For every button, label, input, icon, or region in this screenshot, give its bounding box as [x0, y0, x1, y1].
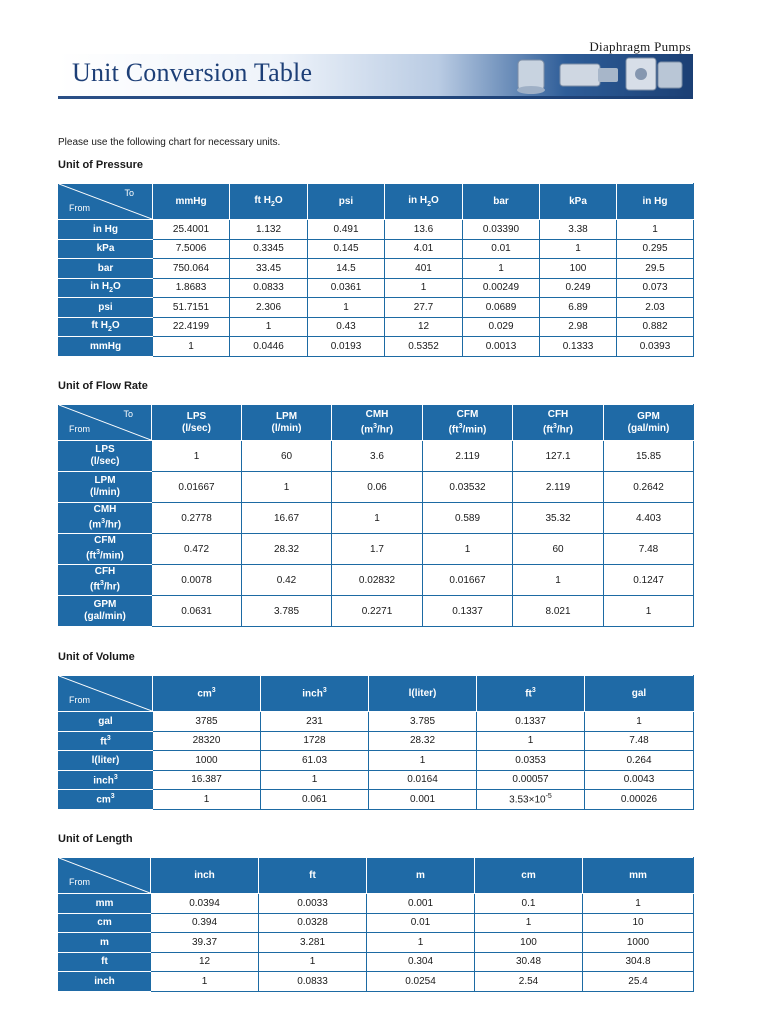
table-cell: 8.021	[513, 596, 604, 627]
row-header: CMH $(m^3/hr)$	[59, 503, 152, 534]
corner-diagonal	[59, 405, 151, 440]
table-cell: 231	[261, 712, 369, 732]
col-header-inch: inch	[151, 858, 259, 894]
title-banner	[58, 54, 693, 96]
table-cell: 0.0361	[308, 278, 385, 298]
row-header: GPM (gal/min)	[59, 596, 152, 627]
table-cell: 1	[585, 712, 694, 732]
table-cell: 14.5	[308, 259, 385, 279]
table-cell: 2.98	[540, 317, 617, 337]
table-cell: 0.1	[475, 894, 583, 914]
col-header-cfm: CFM $(ft^3/\min)$	[423, 405, 513, 441]
table-cell: 0.2778	[152, 503, 242, 534]
table-cell: 60	[242, 441, 332, 472]
table-cell: 0.03390	[463, 220, 540, 240]
table-cell: 0.0833	[230, 278, 308, 298]
table-cell: 0.304	[367, 952, 475, 972]
table-cell: 1	[308, 298, 385, 318]
table-cell: 0.00026	[585, 790, 694, 810]
table-cell: 0.029	[463, 317, 540, 337]
corner-diagonal	[59, 676, 152, 711]
table-cell: 0.0394	[151, 894, 259, 914]
table-cell: 28.32	[369, 731, 477, 751]
table-cell: 13.6	[385, 220, 463, 240]
table-cell: 0.42	[242, 565, 332, 596]
table-row	[59, 596, 694, 627]
table-row	[59, 751, 694, 771]
pressure-section-title: Unit of Pressure	[58, 159, 143, 171]
table-row	[59, 712, 694, 732]
table-cell: 16.67	[242, 503, 332, 534]
table-cell: 0.03532	[423, 472, 513, 503]
table-row	[59, 790, 694, 810]
table-cell: 0.145	[308, 239, 385, 259]
table-cell: 1	[385, 278, 463, 298]
table-row	[59, 259, 694, 279]
row-header: ft $H_2O$	[59, 317, 153, 337]
table-corner	[59, 858, 151, 894]
table-cell: 12	[385, 317, 463, 337]
banner-rule	[58, 96, 693, 99]
table-row	[59, 220, 694, 240]
table-cell: 1	[242, 472, 332, 503]
table-cell: 0.249	[540, 278, 617, 298]
table-cell: 1	[259, 952, 367, 972]
row-header: psi	[59, 298, 153, 318]
row-header: CFM $(ft^3/\min)$	[59, 534, 152, 565]
col-header-liter: l(liter)	[369, 676, 477, 712]
table-cell: 1	[230, 317, 308, 337]
table-cell: 25.4	[583, 972, 694, 992]
table-corner	[59, 184, 153, 220]
table-cell: 1	[475, 913, 583, 933]
col-header-gpm: GPM (gal/min)	[604, 405, 694, 441]
table-cell: 39.37	[151, 933, 259, 953]
table-cell: 1	[153, 790, 261, 810]
table-cell: 0.264	[585, 751, 694, 771]
table-cell: 0.0254	[367, 972, 475, 992]
table-cell: 304.8	[583, 952, 694, 972]
table-cell: 1	[153, 337, 230, 357]
length-section-title: Unit of Length	[58, 833, 133, 845]
table-cell: 0.00249	[463, 278, 540, 298]
table-row	[59, 952, 694, 972]
table-cell: 60	[513, 534, 604, 565]
table-cell: 61.03	[261, 751, 369, 771]
table-cell: 22.4199	[153, 317, 230, 337]
table-cell: 0.06	[332, 472, 423, 503]
table-row	[59, 913, 694, 933]
table-cell: 100	[540, 259, 617, 279]
table-cell: 1	[423, 534, 513, 565]
corner-diagonal	[59, 184, 152, 219]
table-cell: 10	[583, 913, 694, 933]
table-cell: 15.85	[604, 441, 694, 472]
table-cell: 0.0328	[259, 913, 367, 933]
table-cell: 100	[475, 933, 583, 953]
table-cell: 33.45	[230, 259, 308, 279]
table-cell: 0.0689	[463, 298, 540, 318]
col-header-cmh: CMH $(m^3/hr)$	[332, 405, 423, 441]
table-cell: 1000	[583, 933, 694, 953]
col-header-kpa: kPa	[540, 184, 617, 220]
table-cell: 3.785	[369, 712, 477, 732]
table-cell: 401	[385, 259, 463, 279]
table-cell: 1	[513, 565, 604, 596]
table-cell: 0.00057	[477, 770, 585, 790]
col-header-m: m	[367, 858, 475, 894]
col-header-cm: cm	[475, 858, 583, 894]
intro-text: Please use the following chart for necessary units.	[58, 137, 281, 148]
table-cell: 3.6	[332, 441, 423, 472]
table-corner	[59, 405, 152, 441]
table-cell: 3.281	[259, 933, 367, 953]
table-cell: 0.2271	[332, 596, 423, 627]
table-cell: 7.48	[604, 534, 694, 565]
table-cell: 2.54	[475, 972, 583, 992]
table-row	[59, 239, 694, 259]
table-cell: 1	[261, 770, 369, 790]
table-cell: 35.32	[513, 503, 604, 534]
table-cell: 25.4001	[153, 220, 230, 240]
col-header-cm3: $cm^3$	[153, 676, 261, 712]
table-cell: 1.8683	[153, 278, 230, 298]
table-cell: 7.48	[585, 731, 694, 751]
table-cell: 0.0193	[308, 337, 385, 357]
table-row	[59, 278, 694, 298]
table-cell: 0.001	[367, 894, 475, 914]
row-header: gal	[59, 712, 153, 732]
col-header-bar: bar	[463, 184, 540, 220]
table-cell: 1000	[153, 751, 261, 771]
row-header: kPa	[59, 239, 153, 259]
table-cell: 1	[367, 933, 475, 953]
table-cell: 0.01	[367, 913, 475, 933]
table-cell: 0.0043	[585, 770, 694, 790]
table-cell: 0.1337	[423, 596, 513, 627]
row-header: ft	[59, 952, 151, 972]
table-cell: 0.0353	[477, 751, 585, 771]
col-header-inhg: in Hg	[617, 184, 694, 220]
row-header: bar	[59, 259, 153, 279]
table-row	[59, 298, 694, 318]
page-title: Unit Conversion Table	[72, 58, 313, 87]
row-header: m	[59, 933, 151, 953]
table-cell: 29.5	[617, 259, 694, 279]
corner-from-label: From	[69, 877, 90, 887]
table-cell: 0.0446	[230, 337, 308, 357]
table-cell: 0.0393	[617, 337, 694, 357]
table-cell: 1	[604, 596, 694, 627]
table-cell: 1	[332, 503, 423, 534]
table-cell: 28320	[153, 731, 261, 751]
table-row	[59, 441, 694, 472]
table-cell: 0.0078	[152, 565, 242, 596]
table-cell: 1	[463, 259, 540, 279]
corner-from-label: From	[69, 695, 90, 705]
table-cell: 0.3345	[230, 239, 308, 259]
length-table	[58, 857, 694, 992]
corner-to-label: To	[123, 409, 133, 419]
table-cell: 12	[151, 952, 259, 972]
col-header-ft3: $ft^3$	[477, 676, 585, 712]
table-row	[59, 503, 694, 534]
table-cell: 1.132	[230, 220, 308, 240]
table-cell: 0.5352	[385, 337, 463, 357]
row-header: mm	[59, 894, 151, 914]
table-cell: 30.48	[475, 952, 583, 972]
table-cell: $3.53\times 10^{-5}$	[477, 790, 585, 810]
table-cell: 1	[151, 972, 259, 992]
col-header-mm: mm	[583, 858, 694, 894]
table-row	[59, 534, 694, 565]
table-cell: 2.119	[513, 472, 604, 503]
table-cell: 4.01	[385, 239, 463, 259]
table-cell: 0.0164	[369, 770, 477, 790]
row-header: in Hg	[59, 220, 153, 240]
col-header-lpm: LPM (l/min)	[242, 405, 332, 441]
table-row	[59, 317, 694, 337]
table-row	[59, 770, 694, 790]
table-cell: 0.472	[152, 534, 242, 565]
table-row	[59, 894, 694, 914]
table-cell: 1.7	[332, 534, 423, 565]
col-header-psi: psi	[308, 184, 385, 220]
row-header: mmHg	[59, 337, 153, 357]
table-cell: 16.387	[153, 770, 261, 790]
table-cell: 7.5006	[153, 239, 230, 259]
table-cell: 0.491	[308, 220, 385, 240]
volume-section-title: Unit of Volume	[58, 651, 135, 663]
table-cell: 0.394	[151, 913, 259, 933]
table-cell: 27.7	[385, 298, 463, 318]
corner-from-label: From	[69, 424, 90, 434]
table-row	[59, 972, 694, 992]
table-cell: 4.403	[604, 503, 694, 534]
row-header: $cm^3$	[59, 790, 153, 810]
table-cell: 3.38	[540, 220, 617, 240]
table-cell: 0.295	[617, 239, 694, 259]
diaphragm-pump-illustration	[478, 54, 693, 96]
table-cell: 0.073	[617, 278, 694, 298]
row-header: inch$^3$	[59, 770, 153, 790]
pressure-table	[58, 183, 694, 357]
table-cell: 0.01667	[152, 472, 242, 503]
table-cell: 127.1	[513, 441, 604, 472]
col-header-gal: gal	[585, 676, 694, 712]
table-cell: 2.119	[423, 441, 513, 472]
table-cell: 2.306	[230, 298, 308, 318]
volume-table	[58, 675, 694, 810]
table-cell: 1	[583, 894, 694, 914]
table-cell: 0.589	[423, 503, 513, 534]
row-header: $ft^3$	[59, 731, 153, 751]
row-header: LPS (l/sec)	[59, 441, 152, 472]
table-cell: 0.01	[463, 239, 540, 259]
table-cell: 0.0013	[463, 337, 540, 357]
corner-diagonal	[59, 858, 150, 893]
table-cell: 0.02832	[332, 565, 423, 596]
table-cell: 0.0833	[259, 972, 367, 992]
corner-to-label: To	[124, 188, 134, 198]
flow-rate-table	[58, 404, 694, 627]
col-header-mmhg: mmHg	[153, 184, 230, 220]
table-cell: 3785	[153, 712, 261, 732]
table-row	[59, 731, 694, 751]
table-cell: 0.1247	[604, 565, 694, 596]
row-header: l(liter)	[59, 751, 153, 771]
corner-from-label: From	[69, 203, 90, 213]
table-cell: 3.785	[242, 596, 332, 627]
table-row	[59, 337, 694, 357]
table-cell: 0.001	[369, 790, 477, 810]
table-row	[59, 565, 694, 596]
row-header: in $H_2O$	[59, 278, 153, 298]
table-cell: 0.0033	[259, 894, 367, 914]
row-header: CFH $(ft^3/hr)$	[59, 565, 152, 596]
table-cell: 28.32	[242, 534, 332, 565]
table-cell: 0.43	[308, 317, 385, 337]
table-corner	[59, 676, 153, 712]
table-row	[59, 933, 694, 953]
row-header: inch	[59, 972, 151, 992]
table-cell: 0.0631	[152, 596, 242, 627]
table-cell: 0.061	[261, 790, 369, 810]
col-header-fth2o: ft $H_2O$	[230, 184, 308, 220]
flow-section-title: Unit of Flow Rate	[58, 380, 148, 392]
table-cell: 0.1333	[540, 337, 617, 357]
table-cell: 1	[477, 731, 585, 751]
table-cell: 1	[369, 751, 477, 771]
table-cell: 51.7151	[153, 298, 230, 318]
table-cell: 1	[152, 441, 242, 472]
table-cell: 0.01667	[423, 565, 513, 596]
table-cell: 750.064	[153, 259, 230, 279]
table-cell: 0.882	[617, 317, 694, 337]
table-cell: 6.89	[540, 298, 617, 318]
table-cell: 0.1337	[477, 712, 585, 732]
col-header-inh2o: in $H_2O$	[385, 184, 463, 220]
brand-label: Diaphragm Pumps	[589, 39, 691, 54]
col-header-cfh: CFH $(ft^3/hr)$	[513, 405, 604, 441]
table-cell: 1	[540, 239, 617, 259]
table-cell: 0.2642	[604, 472, 694, 503]
col-header-ft: ft	[259, 858, 367, 894]
table-cell: 2.03	[617, 298, 694, 318]
col-header-inch3: inch$^3$	[261, 676, 369, 712]
col-header-lps: LPS (l/sec)	[152, 405, 242, 441]
row-header: LPM (l/min)	[59, 472, 152, 503]
table-cell: 1728	[261, 731, 369, 751]
table-cell: 1	[617, 220, 694, 240]
row-header: cm	[59, 913, 151, 933]
table-row	[59, 472, 694, 503]
